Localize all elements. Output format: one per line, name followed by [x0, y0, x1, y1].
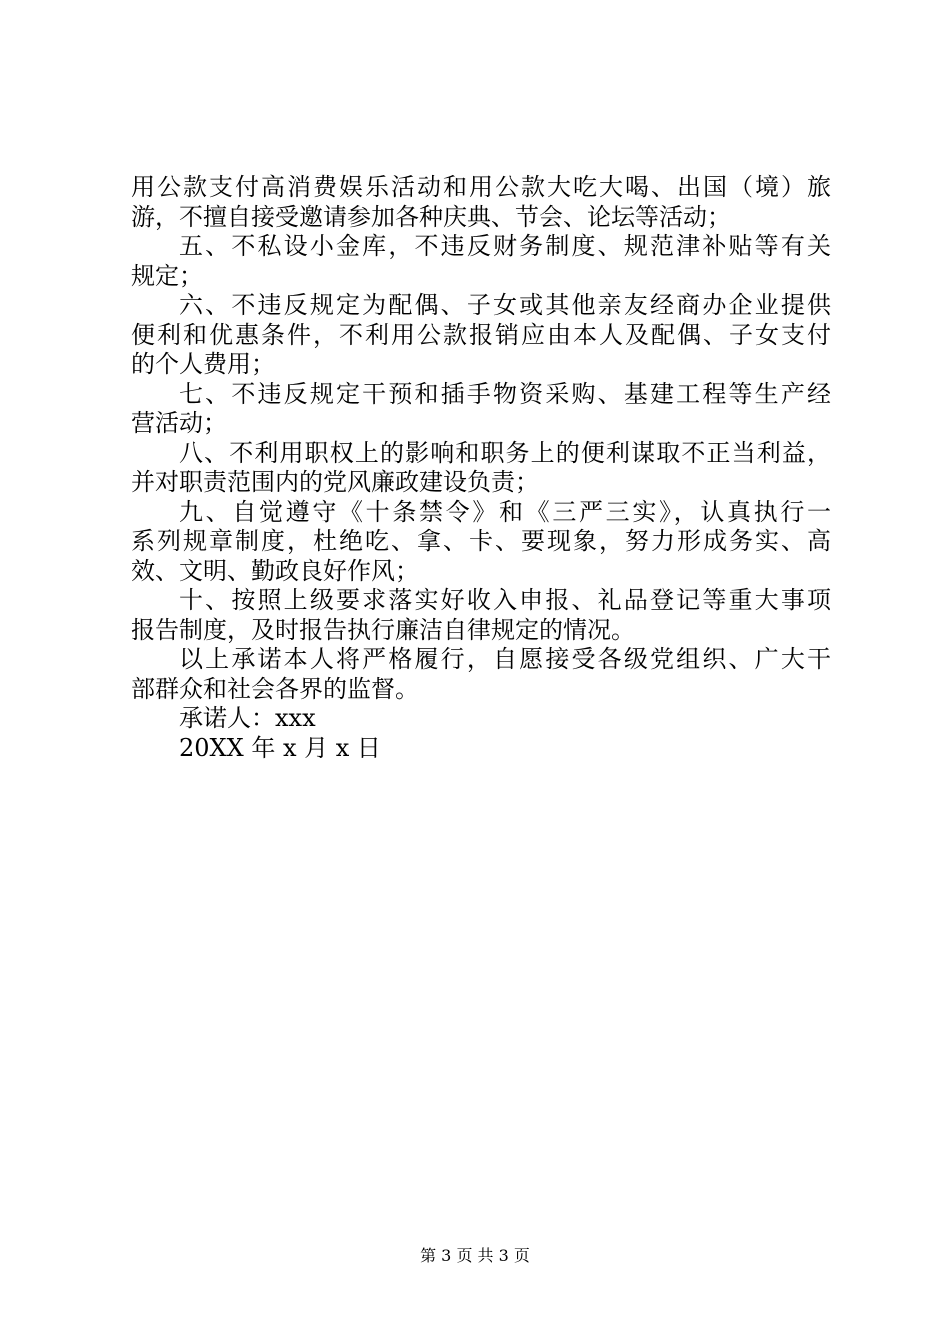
text-line: 十、按照上级要求落实好收入申报、礼品登记等重大事项	[179, 586, 831, 614]
text-line: 用公款支付高消费娱乐活动和用公款大吃大喝、出国（境）旅	[131, 173, 831, 201]
text-line: 规定；	[131, 261, 203, 290]
text-line: 系列规章制度，杜绝吃、拿、卡、要现象，努力形成务实、高	[131, 527, 831, 555]
text-line: 五、不私设小金库，不违反财务制度、规范津补贴等有关	[179, 232, 831, 260]
text-line: 便利和优惠条件，不利用公款报销应由本人及配偶、子女支付	[131, 320, 831, 349]
text-line: 并对职责范围内的党风廉政建设负责；	[131, 468, 539, 496]
text-line: 九、自觉遵守《十条禁令》和《三严三实》，认真执行一	[179, 497, 831, 526]
text-line: 六、不违反规定为配偶、子女或其他亲友经商办企业提供	[179, 291, 831, 319]
text-line: 部群众和社会各界的监督。	[131, 674, 419, 703]
text-line: 营活动；	[131, 409, 227, 437]
text-line: 八、不利用职权上的影响和职务上的便利谋取不正当利益，	[179, 438, 831, 467]
text-line: 承诺人：xxx	[179, 704, 316, 732]
text-line: 以上承诺本人将严格履行，自愿接受各级党组织、广大干	[179, 645, 831, 673]
text-line: 的个人费用；	[131, 350, 275, 378]
text-line: 七、不违反规定干预和插手物资采购、基建工程等生产经	[179, 379, 831, 408]
text-line: 游，不擅自接受邀请参加各种庆典、节会、论坛等活动；	[131, 202, 731, 231]
text-line: 报告制度，及时报告执行廉洁自律规定的情况。	[131, 615, 635, 644]
text-line: 效、文明、勤政良好作风；	[131, 556, 419, 585]
document-body	[131, 173, 831, 763]
page-footer: 第 3 页 共 3 页	[420, 1246, 530, 1265]
text-line: 20XX 年 x 月 x 日	[179, 733, 381, 762]
